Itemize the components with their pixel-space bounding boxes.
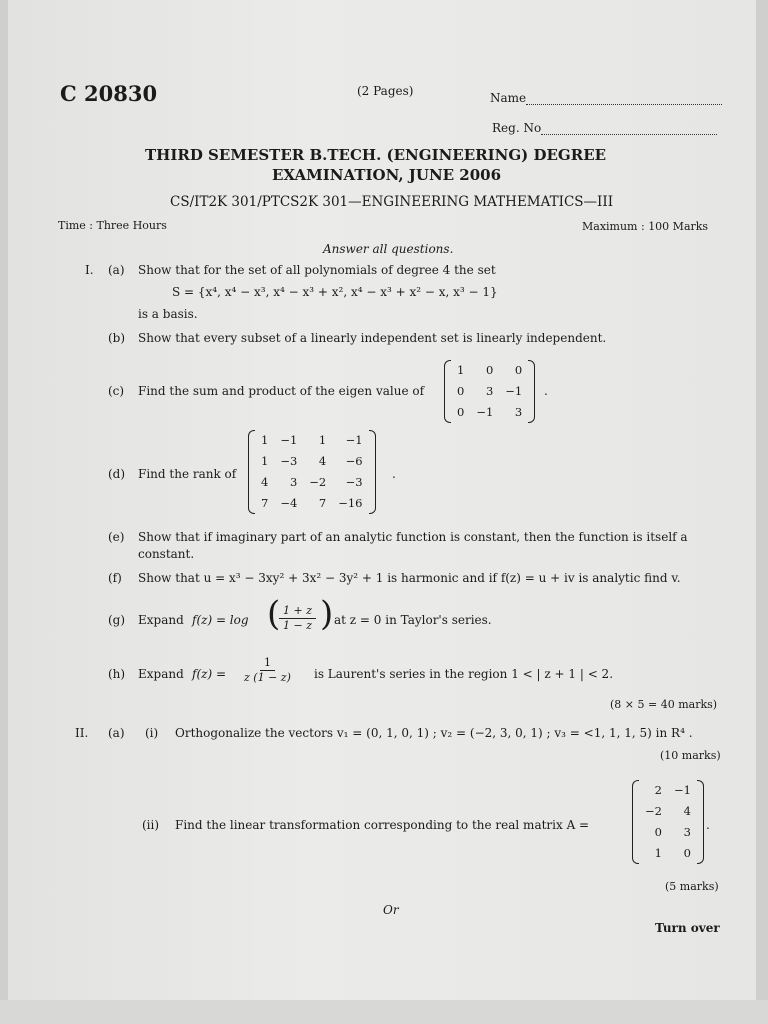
matrix-cell: 1 <box>457 363 465 377</box>
q1h-lhs: f(z) = <box>192 667 226 681</box>
q1-marks: (8 × 5 = 40 marks) <box>610 698 718 711</box>
q1a-label: (a) <box>108 263 125 277</box>
matrix-cell: −2 <box>645 804 662 818</box>
matrix-cell: 4 <box>318 454 327 468</box>
matrix-row <box>639 780 697 801</box>
matrix-cell: 7 <box>318 496 327 510</box>
matrix-cell: −2 <box>309 475 327 489</box>
q1d-label: (d) <box>108 467 126 481</box>
exam-title-line1: THIRD SEMESTER B.TECH. (ENGINEERING) DEGREE <box>145 146 607 164</box>
matrix-row <box>639 843 697 864</box>
matrix-cell: 1 <box>261 454 269 468</box>
matrix-row <box>255 493 369 514</box>
q1g-denominator: 1 − z <box>283 619 313 632</box>
matrix-row <box>255 472 369 493</box>
q1h-fraction <box>244 656 291 685</box>
matrix-cell: 1 <box>261 433 269 447</box>
q1g-tail: at z = 0 in Taylor's series. <box>334 613 492 627</box>
matrix-cell: −3 <box>345 475 363 489</box>
matrix-cell: −3 <box>280 454 298 468</box>
q1c-label: (c) <box>108 384 125 398</box>
page-count: (2 Pages) <box>357 84 414 98</box>
exam-title-line2: EXAMINATION, JUNE 2006 <box>272 166 502 184</box>
q1f-label: (f) <box>108 571 122 585</box>
matrix-row <box>255 430 369 451</box>
q1a-tail: is a basis. <box>138 307 198 321</box>
q1g-expand: Expand <box>138 613 184 627</box>
matrix-row <box>255 451 369 472</box>
matrix-cell: 4 <box>683 804 691 818</box>
matrix-cell: 0 <box>485 363 494 377</box>
matrix-row <box>451 360 528 381</box>
matrix-row <box>451 402 528 423</box>
q1e-label: (e) <box>108 530 125 544</box>
q1e-text-cont: constant. <box>138 547 195 561</box>
q2a-i-label: (i) <box>145 726 159 740</box>
matrix-cell: 0 <box>654 825 662 839</box>
matrix-row <box>639 822 697 843</box>
name-field <box>490 91 722 105</box>
name-blank <box>526 104 722 105</box>
q1h-denominator: z (1 − z) <box>244 671 291 684</box>
q1e-text: Show that if imaginary part of an analytic function is constant, then the function is itself a <box>138 530 688 544</box>
matrix-cell: −16 <box>338 496 363 510</box>
q2a-i-marks: (10 marks) <box>660 749 721 762</box>
q2a-i-text: Orthogonalize the vectors v₁ = (0, 1, 0, 1) ; v₂ = (−2, 3, 0, 1) ; v₃ = <1, 1, 1, 5) in R⁴ . <box>175 726 693 740</box>
q1g-lhs: f(z) = log <box>192 613 249 627</box>
q1f-text: Show that u = x³ − 3xy² + 3x² − 3y² + 1 is harmonic and if f(z) = u + iv is analytic find v. <box>138 571 681 585</box>
reg-blank <box>541 134 717 135</box>
matrix-cell: 4 <box>261 475 269 489</box>
matrix-cell: 1 <box>654 846 662 860</box>
matrix-cell: 0 <box>683 846 691 860</box>
q1h-label: (h) <box>108 667 126 681</box>
name-label: Name <box>490 91 527 105</box>
q1b-label: (b) <box>108 331 126 345</box>
q1h-numerator: 1 <box>260 656 275 671</box>
matrix-cell: −1 <box>280 433 298 447</box>
matrix-cell: −6 <box>345 454 363 468</box>
q1g-fraction <box>279 604 316 633</box>
q1c-matrix <box>444 360 535 423</box>
instruction: Answer all questions. <box>323 242 454 256</box>
q2a-ii-marks: (5 marks) <box>665 880 719 893</box>
matrix-row <box>639 801 697 822</box>
subject-line: CS/IT2K 301/PTCS2K 301—ENGINEERING MATHEMATICS—III <box>170 194 614 210</box>
turn-over: Turn over <box>655 921 720 935</box>
matrix-cell: −1 <box>505 384 523 398</box>
matrix-row <box>451 381 528 402</box>
q1d-text: Find the rank of <box>138 467 237 481</box>
q1d-matrix <box>248 430 376 514</box>
q2a-label: (a) <box>108 726 125 740</box>
or-separator: Or <box>383 903 399 917</box>
q1a-set: S = {x⁴, x⁴ − x³, x⁴ − x³ + x², x⁴ − x³ + x² − x, x³ − 1} <box>172 285 498 299</box>
q1b-text: Show that every subset of a linearly independent set is linearly independent. <box>138 331 607 345</box>
matrix-cell: 3 <box>289 475 298 489</box>
matrix-cell: −1 <box>345 433 363 447</box>
matrix-cell: 1 <box>318 433 327 447</box>
q2a-ii-matrix <box>632 780 704 864</box>
paper-code: C 20830 <box>60 81 158 106</box>
matrix-cell: 2 <box>654 783 662 797</box>
scan-bottom-edge <box>0 1000 768 1024</box>
q2-number: II. <box>75 726 89 740</box>
time-allowed: Time : Three Hours <box>58 219 167 232</box>
matrix-cell: 3 <box>485 384 494 398</box>
matrix-cell: 0 <box>457 384 465 398</box>
matrix-cell: 3 <box>683 825 691 839</box>
reg-field <box>492 121 717 135</box>
q2a-ii-text: Find the linear transformation corresponding to the real matrix A = <box>175 818 590 832</box>
matrix-cell: 7 <box>261 496 269 510</box>
maximum-marks: Maximum : 100 Marks <box>582 220 709 233</box>
matrix-cell: 3 <box>514 405 523 419</box>
q2a-ii-label: (ii) <box>142 818 160 832</box>
q1c-text: Find the sum and product of the eigen value of <box>138 384 425 398</box>
matrix-cell: −1 <box>673 783 691 797</box>
matrix-cell: 0 <box>457 405 465 419</box>
q1a-text: Show that for the set of all polynomials of degree 4 the set <box>138 263 496 277</box>
matrix-cell: −4 <box>280 496 298 510</box>
matrix-cell: 0 <box>514 363 523 377</box>
matrix-cell: −1 <box>476 405 494 419</box>
q1h-tail: is Laurent's series in the region 1 < | z + 1 | < 2. <box>314 667 614 681</box>
reg-label: Reg. No <box>492 121 542 135</box>
q1g-label: (g) <box>108 613 126 627</box>
q1-number: I. <box>85 263 94 277</box>
q1h-expand: Expand <box>138 667 184 681</box>
q1g-numerator: 1 + z <box>279 604 316 619</box>
